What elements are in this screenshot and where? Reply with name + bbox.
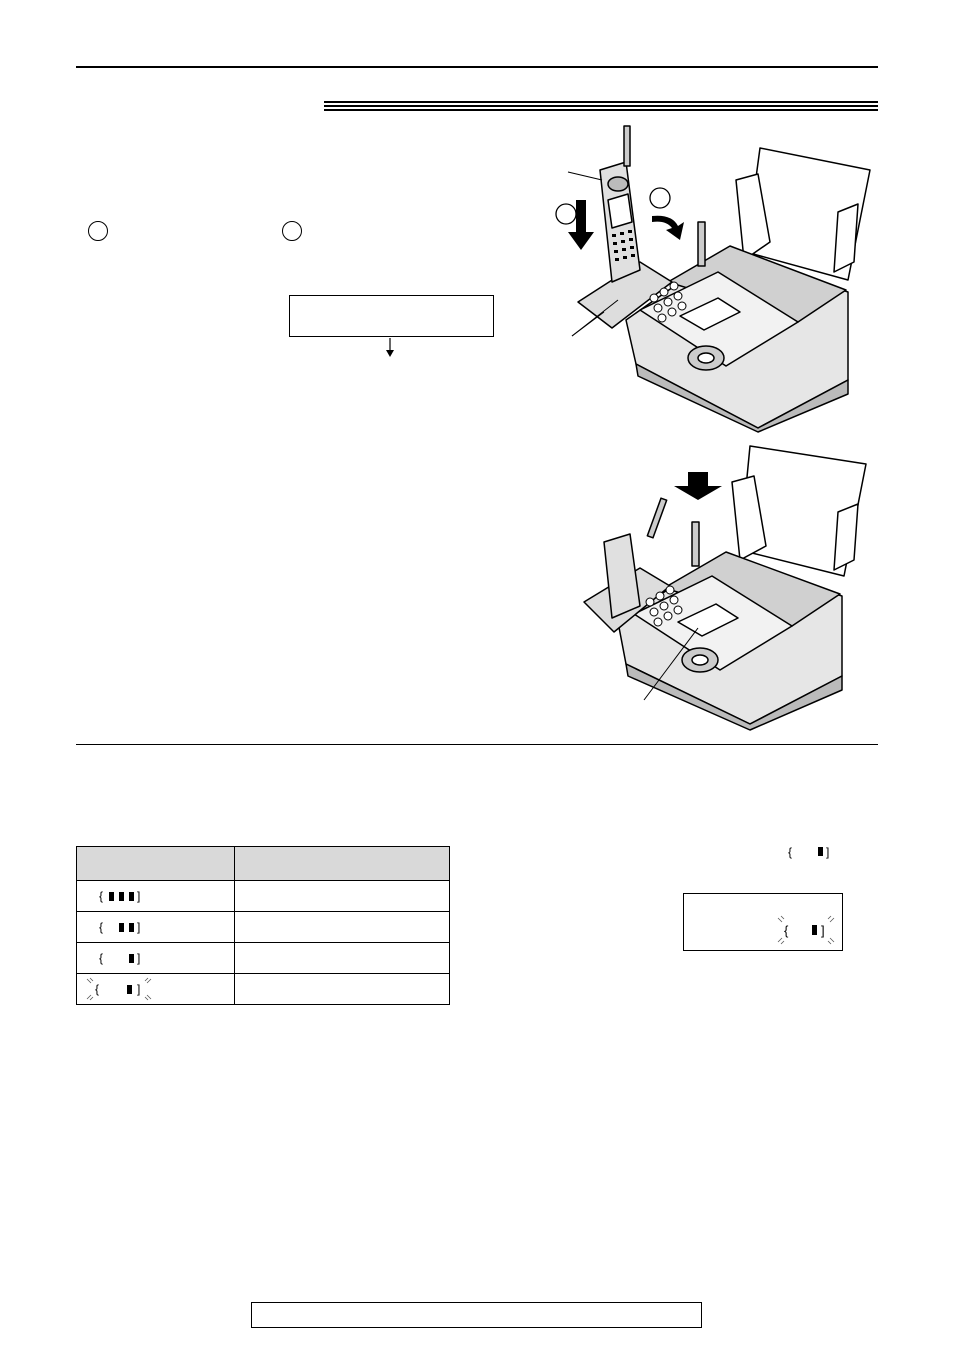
battery-indicator-full-icon — [85, 889, 145, 903]
table-cell-status — [235, 943, 450, 974]
header-rule — [76, 66, 878, 68]
battery-status-table — [76, 846, 450, 1005]
table-cell-status — [235, 912, 450, 943]
battery-indicator-low-inline-icon — [786, 843, 836, 859]
svg-text:{: { — [99, 889, 104, 903]
battery-indicator-flashing-display-icon — [776, 916, 838, 946]
base-unit-with-handset-docked-icon — [580, 446, 870, 730]
display-box — [289, 295, 494, 337]
table-row — [77, 943, 450, 974]
base-unit-with-handset-lifted-icon — [548, 122, 858, 434]
svg-text:{: { — [784, 923, 789, 938]
table-cell-indicator — [77, 881, 235, 912]
step-2-circle — [282, 221, 302, 241]
step-1-circle — [88, 221, 108, 241]
table-row — [77, 974, 450, 1005]
svg-text:]: ] — [137, 982, 141, 996]
svg-text:{: { — [99, 920, 104, 934]
table-row — [77, 912, 450, 943]
table-cell-status — [235, 881, 450, 912]
down-arrow-icon — [384, 338, 396, 360]
svg-text:]: ] — [826, 845, 830, 859]
table-cell-status — [235, 974, 450, 1005]
svg-text:]: ] — [137, 920, 141, 934]
svg-text:]: ] — [821, 923, 825, 938]
svg-text:]: ] — [137, 951, 141, 965]
table-cell-indicator — [77, 943, 235, 974]
table-header-indicator — [77, 847, 235, 881]
section-rule — [76, 744, 878, 745]
svg-text:{: { — [99, 951, 104, 965]
battery-indicator-low-icon — [85, 951, 145, 965]
table-cell-indicator — [77, 912, 235, 943]
svg-text:]: ] — [137, 889, 141, 903]
table-row — [77, 881, 450, 912]
svg-text:{: { — [788, 845, 793, 859]
table-cell-indicator — [77, 974, 235, 1005]
battery-indicator-medium-icon — [85, 920, 145, 934]
table-header-row — [77, 847, 450, 881]
battery-indicator-low-flashing-icon — [85, 978, 155, 1000]
footer-box — [251, 1302, 702, 1328]
table-header-status — [235, 847, 450, 881]
svg-text:{: { — [95, 982, 100, 996]
title-stripes — [324, 101, 878, 113]
